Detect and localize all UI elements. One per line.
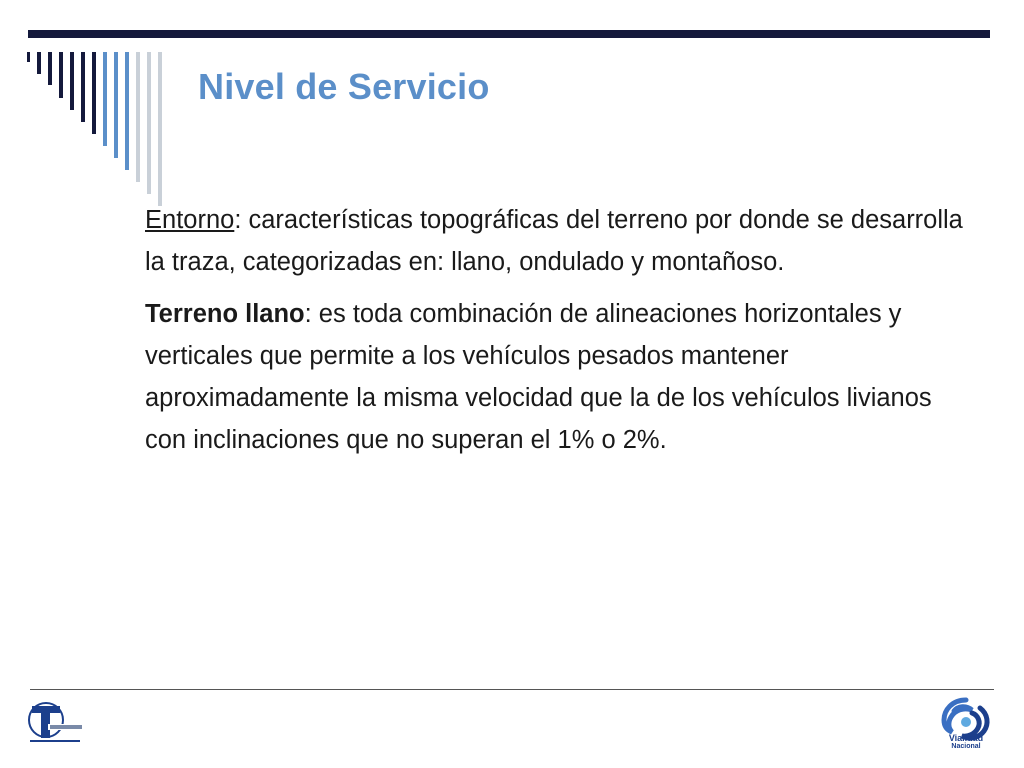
term-entorno: Entorno xyxy=(145,206,235,234)
transito-logo xyxy=(24,700,86,746)
paragraph-entorno xyxy=(145,199,975,283)
bar xyxy=(70,52,74,110)
paragraph-terreno-llano xyxy=(145,293,975,461)
bar xyxy=(114,52,118,158)
definition-entorno: : características topográficas del terreno por donde se desarrolla la traza, categorizadas en: llano, ondulado y montañoso. xyxy=(145,206,963,276)
bar xyxy=(136,52,140,182)
logo-line-1: Vialidad xyxy=(948,733,984,743)
bar xyxy=(125,52,129,170)
decorative-bars xyxy=(0,0,180,210)
slide-body xyxy=(145,199,975,471)
bar xyxy=(92,52,96,134)
bar xyxy=(37,52,41,74)
bar xyxy=(59,52,63,98)
bar xyxy=(27,52,30,62)
bar xyxy=(147,52,151,194)
bar xyxy=(48,52,52,85)
bottom-rule xyxy=(30,689,994,690)
bar xyxy=(158,52,162,206)
logo-line-2: Nacional xyxy=(951,743,981,750)
vialidad-nacional-wordmark xyxy=(930,733,1002,751)
bar xyxy=(103,52,107,146)
definition-terreno-llano: : es toda combinación de alineaciones horizontales y verticales que permite a los vehículos pesados mantener aproximadamente la misma velocidad que la de los vehículos livianos con inclinaciones que no superan el 1% o 2%. xyxy=(145,300,932,454)
term-terreno-llano: Terreno llano xyxy=(145,300,305,328)
slide-title: Nivel de Servicio xyxy=(198,66,490,107)
bar xyxy=(81,52,85,122)
